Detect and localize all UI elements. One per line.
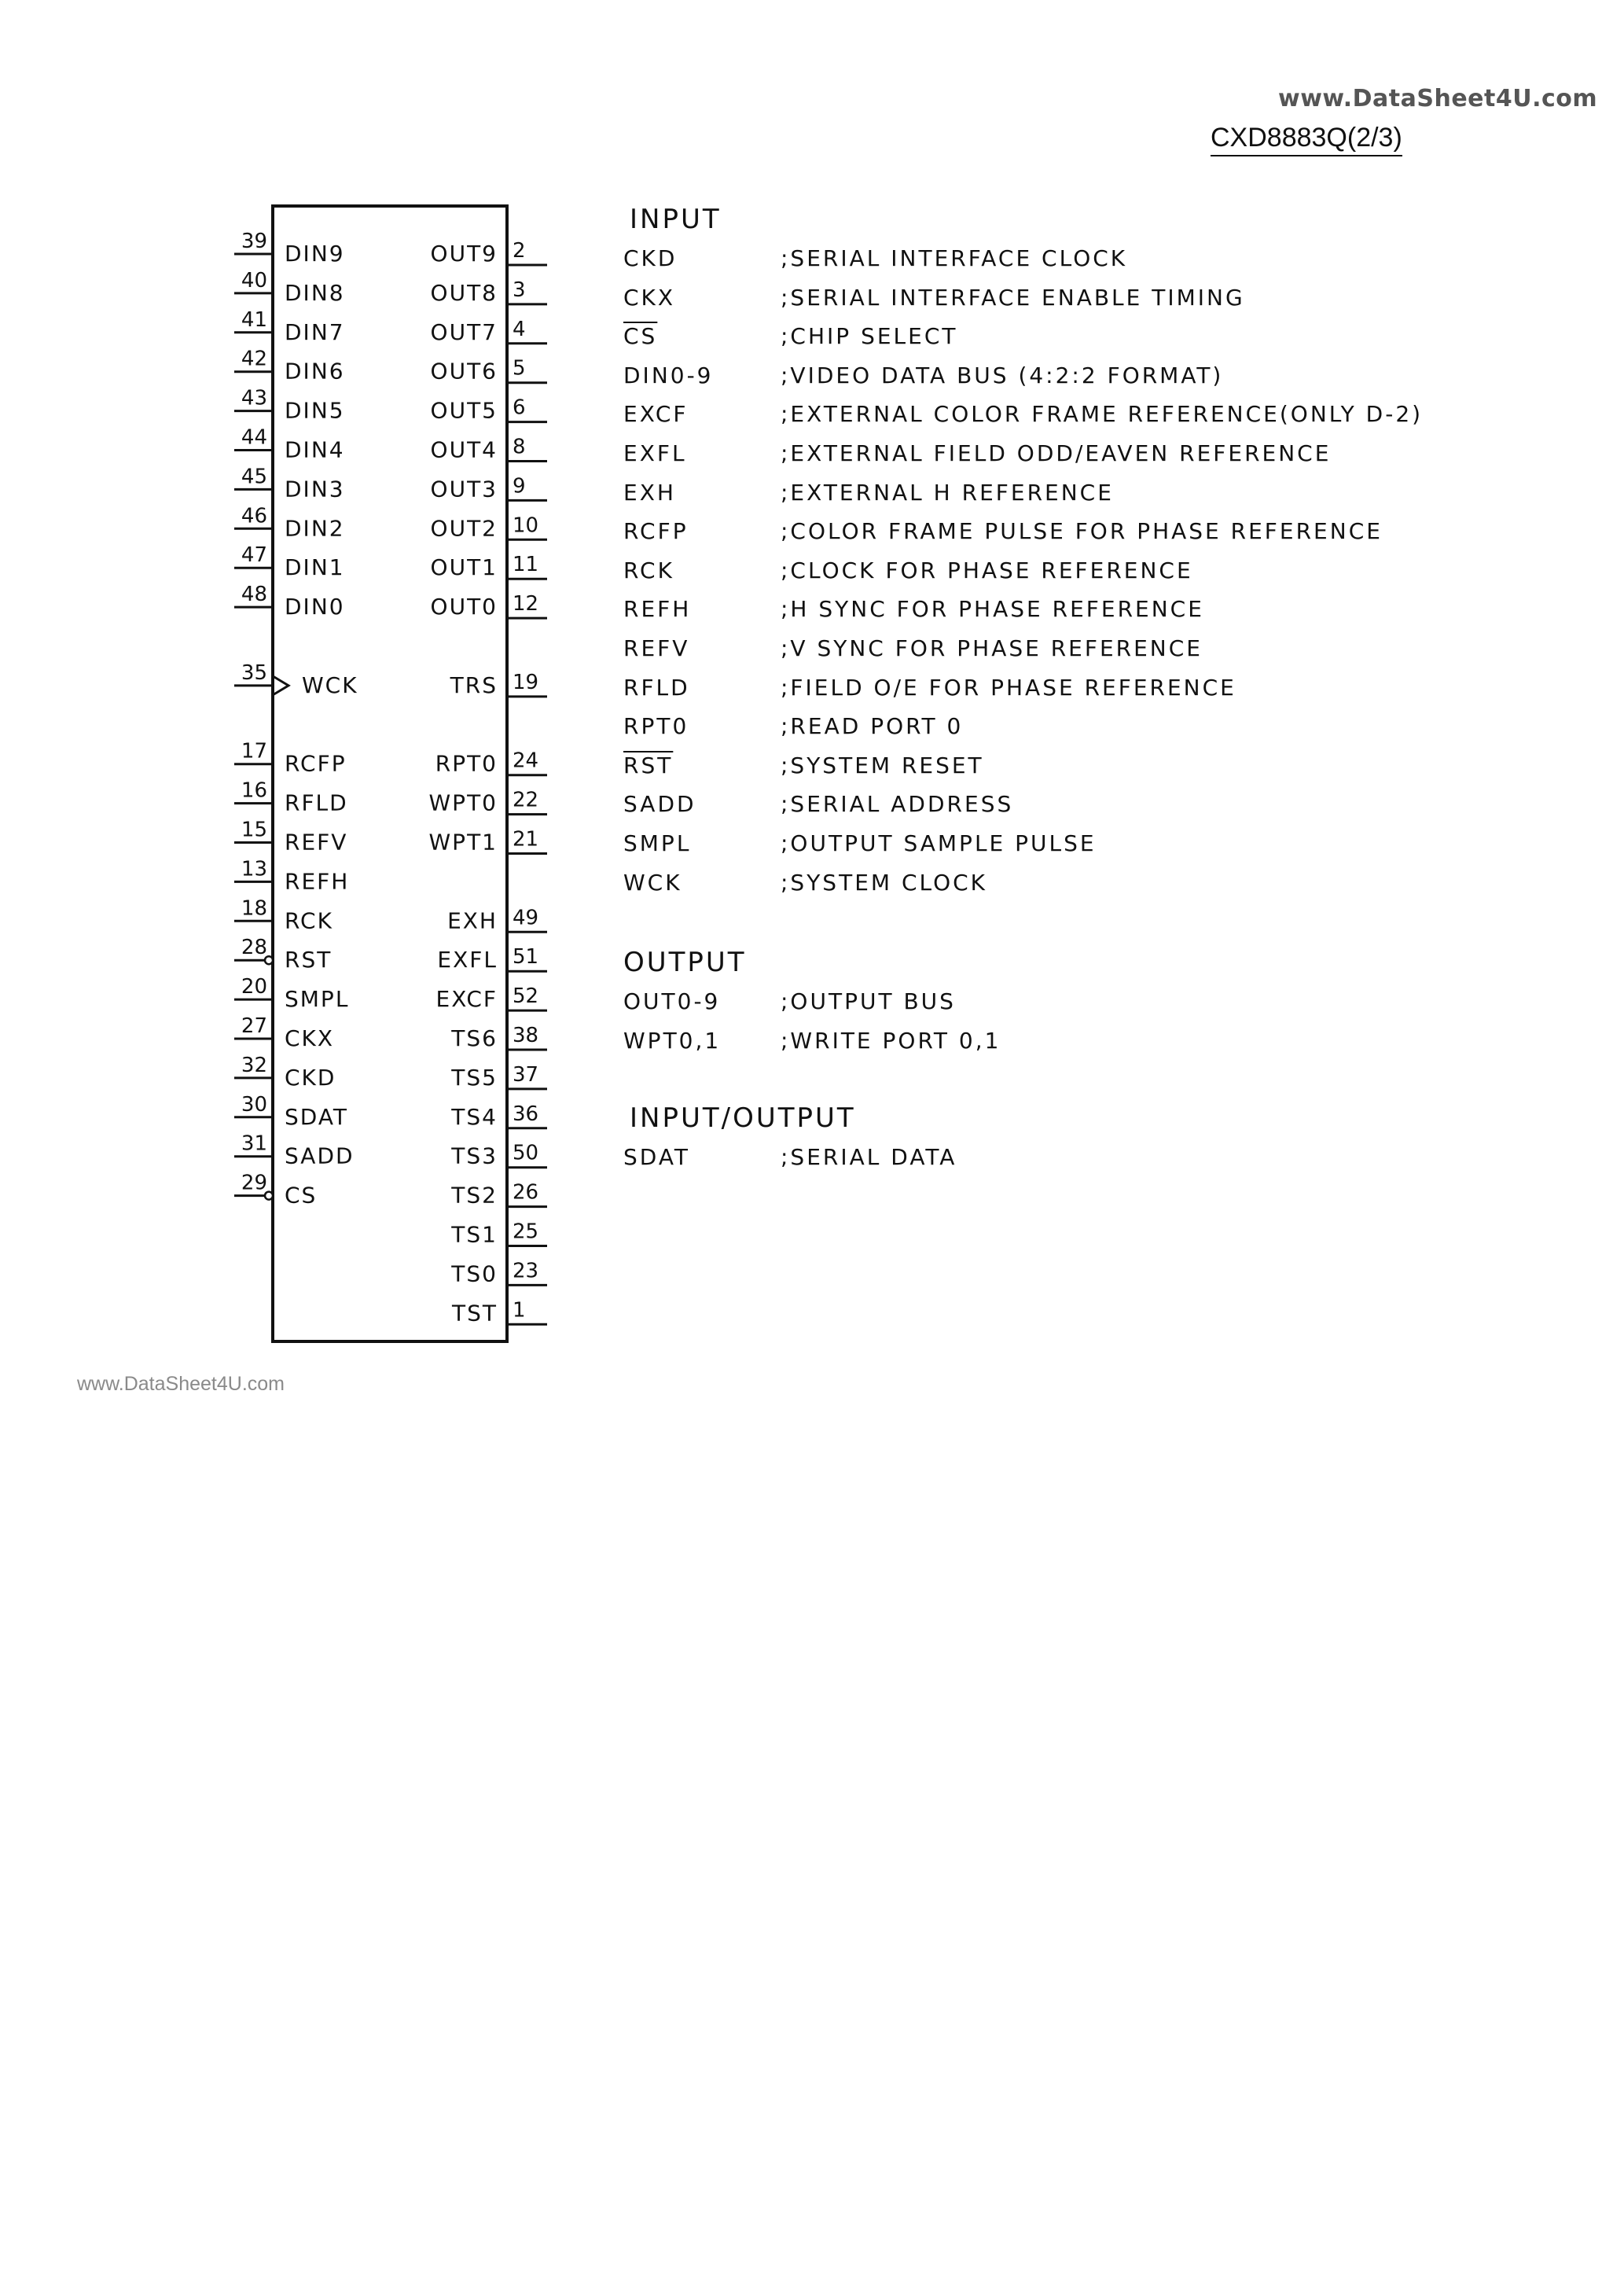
left-pin: [234, 661, 358, 698]
pin-number: 25: [513, 1220, 539, 1244]
signal-row: [623, 317, 958, 356]
signal-description: ;SERIAL INTERFACE ENABLE TIMING: [781, 284, 1245, 311]
pin-number: 8: [513, 435, 526, 459]
left-pin: [234, 583, 345, 620]
pin-name: OUT7: [430, 318, 498, 345]
pin-name: TST: [452, 1300, 498, 1326]
left-pin: [234, 819, 347, 855]
signal-row: [623, 590, 1204, 629]
pin-number: 44: [241, 425, 267, 450]
pin-name: RFLD: [285, 789, 348, 816]
right-pin: [450, 1181, 547, 1209]
signal-description: ;EXTERNAL H REFERENCE: [781, 479, 1114, 506]
input-section: [623, 200, 1424, 902]
pin-name: CKX: [285, 1025, 335, 1051]
pin-name: WPT0: [428, 789, 498, 816]
part-number-title: CXD8883Q(2/3): [1211, 123, 1402, 156]
signal-name: CKX: [623, 284, 676, 311]
left-pin: [234, 348, 345, 385]
pin-number: 38: [513, 1024, 539, 1047]
right-pin-group: [429, 239, 548, 1326]
pin-number: 48: [241, 583, 267, 607]
pin-name: CS: [285, 1182, 318, 1209]
signal-name: $\overline{RST}$: [623, 752, 674, 778]
right-pin: [431, 592, 547, 620]
signal-description: ;SERIAL ADDRESS: [781, 791, 1014, 818]
right-pin: [450, 1220, 547, 1248]
pin-name: TS0: [451, 1260, 498, 1287]
pin-number: 16: [241, 778, 267, 803]
pin-name: TRS: [450, 672, 498, 698]
pin-name: WPT1: [428, 829, 498, 855]
signal-description: ;VIDEO DATA BUS (4:2:2 FORMAT): [781, 362, 1224, 388]
left-pin: [234, 936, 332, 973]
right-pin: [450, 1259, 547, 1286]
pin-number: 32: [241, 1053, 267, 1077]
pin-number: 4: [513, 317, 526, 341]
pin-number: 42: [241, 347, 267, 371]
pin-number: 31: [241, 1131, 267, 1156]
signal-name: WCK: [623, 869, 682, 896]
signal-description: ;WRITE PORT 0,1: [781, 1027, 1001, 1054]
pin-number: 46: [241, 504, 267, 528]
signal-row: [623, 668, 1236, 708]
pin-name: WCK: [302, 672, 358, 698]
pin-name: DIN6: [285, 358, 345, 385]
signal-name: WPT0,1: [623, 1027, 722, 1054]
right-pin: [431, 278, 547, 306]
right-pin: [450, 1063, 547, 1091]
input-heading: INPUT: [630, 204, 722, 235]
pin-name: TS1: [451, 1221, 498, 1248]
pin-name: CKD: [285, 1064, 336, 1091]
right-pin: [450, 671, 547, 698]
signal-name: OUT0-9: [623, 988, 721, 1014]
pin-name: TS4: [451, 1103, 498, 1130]
right-pin: [429, 789, 548, 816]
left-pin-group: [234, 230, 358, 1209]
output-list: [623, 982, 1001, 1060]
pin-number: 17: [241, 739, 267, 763]
pin-name: DIN2: [285, 515, 345, 542]
right-pin: [431, 513, 547, 541]
signal-description: ;CLOCK FOR PHASE REFERENCE: [781, 557, 1193, 583]
signal-name: SMPL: [623, 830, 692, 856]
signal-description: ;V SYNC FOR PHASE REFERENCE: [781, 635, 1203, 661]
header-watermark: www.DataSheet4U.com: [1278, 85, 1598, 112]
pin-name: DIN3: [285, 476, 345, 502]
signal-name: SADD: [623, 791, 696, 818]
pin-name: OUT6: [430, 358, 498, 385]
signal-name: CKD: [623, 245, 678, 271]
pin-name: DIN9: [285, 241, 345, 267]
right-pin: [450, 1024, 547, 1051]
pin-name: EXFL: [437, 947, 498, 973]
footer-watermark: www.DataSheet4U.com: [77, 1373, 285, 1395]
output-section: [623, 943, 1001, 1060]
signal-name: RCFP: [623, 518, 689, 545]
pin-number: 49: [513, 906, 539, 930]
signal-description: ;H SYNC FOR PHASE REFERENCE: [781, 596, 1204, 623]
pin-name: REFH: [285, 868, 350, 895]
right-pin: [431, 318, 547, 345]
pin-name: OUT4: [430, 436, 498, 463]
signal-name: EXCF: [623, 401, 689, 428]
pin-number: 39: [241, 230, 267, 253]
signal-name: DIN0-9: [623, 362, 714, 388]
pin-number: 6: [513, 396, 526, 420]
pin-number: 51: [513, 945, 539, 970]
signal-name: EXFL: [623, 440, 687, 466]
signal-description: ;SYSTEM RESET: [781, 752, 984, 778]
left-pin: [234, 387, 345, 424]
pin-name: DIN4: [285, 436, 345, 463]
signal-name: RCK: [623, 557, 674, 583]
pin-name: SADD: [285, 1142, 355, 1169]
pin-number: 20: [241, 975, 267, 999]
left-pin: [234, 975, 349, 1012]
signal-row: [623, 278, 1245, 318]
signal-row: [623, 982, 956, 1021]
pin-name: TS6: [451, 1025, 498, 1051]
pin-number: 15: [241, 818, 267, 842]
pin-name: DIN8: [285, 279, 345, 306]
pin-number: 24: [513, 749, 539, 773]
right-pin: [431, 474, 547, 502]
signal-row: [623, 395, 1424, 434]
pin-number: 35: [241, 660, 267, 685]
right-pin: [431, 239, 547, 267]
pin-number: 21: [513, 827, 539, 852]
signal-name: SDAT: [623, 1144, 690, 1170]
pin-number: 18: [241, 896, 267, 921]
inout-heading: INPUT/OUTPUT: [630, 1102, 856, 1134]
right-pin: [451, 1298, 547, 1326]
pin-number: 3: [513, 278, 526, 302]
pin-name: SMPL: [285, 986, 350, 1013]
pin-number: 11: [513, 553, 539, 577]
pin-number: 30: [241, 1092, 267, 1117]
right-pin: [431, 436, 547, 463]
right-pin: [450, 1102, 547, 1130]
pin-number: 22: [513, 788, 539, 812]
right-pin: [435, 749, 547, 777]
left-pin: [234, 426, 345, 463]
pin-number: 50: [513, 1141, 539, 1165]
pin-number: 41: [241, 307, 267, 332]
right-pin: [431, 553, 547, 580]
signal-name: REFV: [623, 635, 690, 661]
signal-row: [623, 1138, 957, 1177]
pin-name: OUT9: [430, 241, 498, 267]
left-pin: [234, 857, 349, 894]
pin-name: EXCF: [435, 986, 498, 1013]
signal-row: [623, 473, 1114, 513]
pin-name: DIN1: [285, 554, 345, 581]
signal-row: [623, 785, 1014, 824]
signal-row: [623, 1021, 1001, 1061]
left-pin: [234, 465, 345, 502]
left-pin: [234, 779, 348, 816]
pin-number: 36: [513, 1102, 539, 1126]
pin-name: RPT0: [435, 750, 498, 777]
pin-name: OUT5: [430, 397, 498, 424]
pin-name: SDAT: [285, 1103, 348, 1130]
right-pin: [431, 396, 547, 424]
pin-number: 2: [513, 239, 526, 263]
signal-description: ;SERIAL INTERFACE CLOCK: [781, 245, 1128, 271]
pin-number: 47: [241, 543, 267, 568]
left-pin: [234, 308, 345, 345]
pin-name: DIN5: [285, 397, 345, 424]
signal-description: ;OUTPUT BUS: [781, 988, 956, 1014]
left-pin: [234, 1093, 348, 1130]
pin-name: DIN0: [285, 594, 345, 620]
pin-number: 26: [513, 1180, 539, 1205]
pin-name: RCFP: [285, 750, 347, 777]
signal-name: REFH: [623, 596, 692, 623]
signal-name: RPT0: [623, 713, 689, 740]
left-pin: [234, 740, 347, 777]
left-pin: [234, 230, 345, 267]
right-pin: [447, 906, 547, 933]
signal-name: $\overline{CS}$: [623, 323, 658, 350]
pin-number: 13: [241, 857, 267, 881]
signal-row: [623, 551, 1193, 591]
inout-section: [623, 1098, 957, 1177]
left-pin: [234, 896, 333, 933]
pin-number: 52: [513, 984, 539, 1009]
signal-description: ;SERIAL DATA: [781, 1144, 957, 1170]
signal-description: ;READ PORT 0: [781, 713, 964, 740]
signal-description: ;SYSTEM CLOCK: [781, 869, 988, 896]
pin-name: REFV: [285, 829, 348, 855]
signal-row: [623, 356, 1224, 396]
right-pin: [431, 357, 547, 385]
left-pin: [234, 1054, 336, 1091]
pin-number: 19: [513, 670, 539, 694]
pin-number: 1: [513, 1298, 526, 1323]
left-pin: [234, 269, 345, 306]
signal-row: [623, 239, 1128, 278]
pin-number: 27: [241, 1014, 267, 1038]
pin-name: OUT3: [430, 476, 498, 502]
pin-name: EXH: [447, 907, 498, 934]
pin-number: 10: [513, 513, 539, 538]
signal-description: ;COLOR FRAME PULSE FOR PHASE REFERENCE: [781, 518, 1383, 545]
pin-name: RCK: [285, 907, 333, 934]
right-pin: [450, 1142, 547, 1169]
signal-description: ;CHIP SELECT: [781, 323, 958, 350]
signal-row: [623, 434, 1332, 473]
pin-number: 29: [241, 1171, 267, 1195]
pin-number: 40: [241, 268, 267, 293]
output-heading: OUTPUT: [623, 947, 747, 978]
clock-edge-icon: [273, 676, 288, 695]
pin-name: TS5: [451, 1064, 498, 1091]
right-pin: [437, 945, 547, 973]
signal-name: EXH: [623, 479, 676, 506]
input-list: [623, 239, 1424, 902]
pin-name: OUT1: [430, 554, 498, 581]
right-pin: [436, 984, 548, 1012]
signal-row: [623, 863, 988, 903]
signal-description: ;EXTERNAL FIELD ODD/EAVEN REFERENCE: [781, 440, 1332, 466]
signal-row: [623, 824, 1097, 863]
inout-list: [623, 1138, 957, 1177]
signal-row: [623, 512, 1383, 551]
signal-row: [623, 629, 1203, 668]
pin-name: OUT0: [430, 594, 498, 620]
left-pin: [234, 543, 345, 580]
pin-name: TS3: [451, 1142, 498, 1169]
signal-name: RFLD: [623, 674, 690, 701]
signal-row: [623, 746, 984, 786]
pin-number: 5: [513, 356, 526, 381]
signal-description: ;EXTERNAL COLOR FRAME REFERENCE(ONLY D-2): [781, 401, 1424, 428]
pin-name: RST: [285, 947, 333, 973]
pin-number: 23: [513, 1259, 539, 1283]
pin-number: 9: [513, 474, 526, 499]
pin-number: 12: [513, 592, 539, 616]
pin-name: TS2: [451, 1182, 498, 1209]
left-pin: [234, 1014, 334, 1051]
pin-number: 45: [241, 465, 267, 489]
right-pin: [429, 828, 548, 855]
signal-description: ;FIELD O/E FOR PHASE REFERENCE: [781, 674, 1236, 701]
pin-name: OUT8: [430, 279, 498, 306]
signal-description: ;OUTPUT SAMPLE PULSE: [781, 830, 1097, 856]
signal-row: [623, 707, 964, 746]
left-pin: [234, 1172, 317, 1209]
pin-number: 28: [241, 936, 267, 960]
pin-name: OUT2: [430, 515, 498, 542]
pin-number: 37: [513, 1062, 539, 1087]
pin-name: DIN7: [285, 318, 345, 345]
pin-number: 43: [241, 386, 267, 410]
left-pin: [234, 1132, 355, 1169]
left-pin: [234, 504, 345, 541]
